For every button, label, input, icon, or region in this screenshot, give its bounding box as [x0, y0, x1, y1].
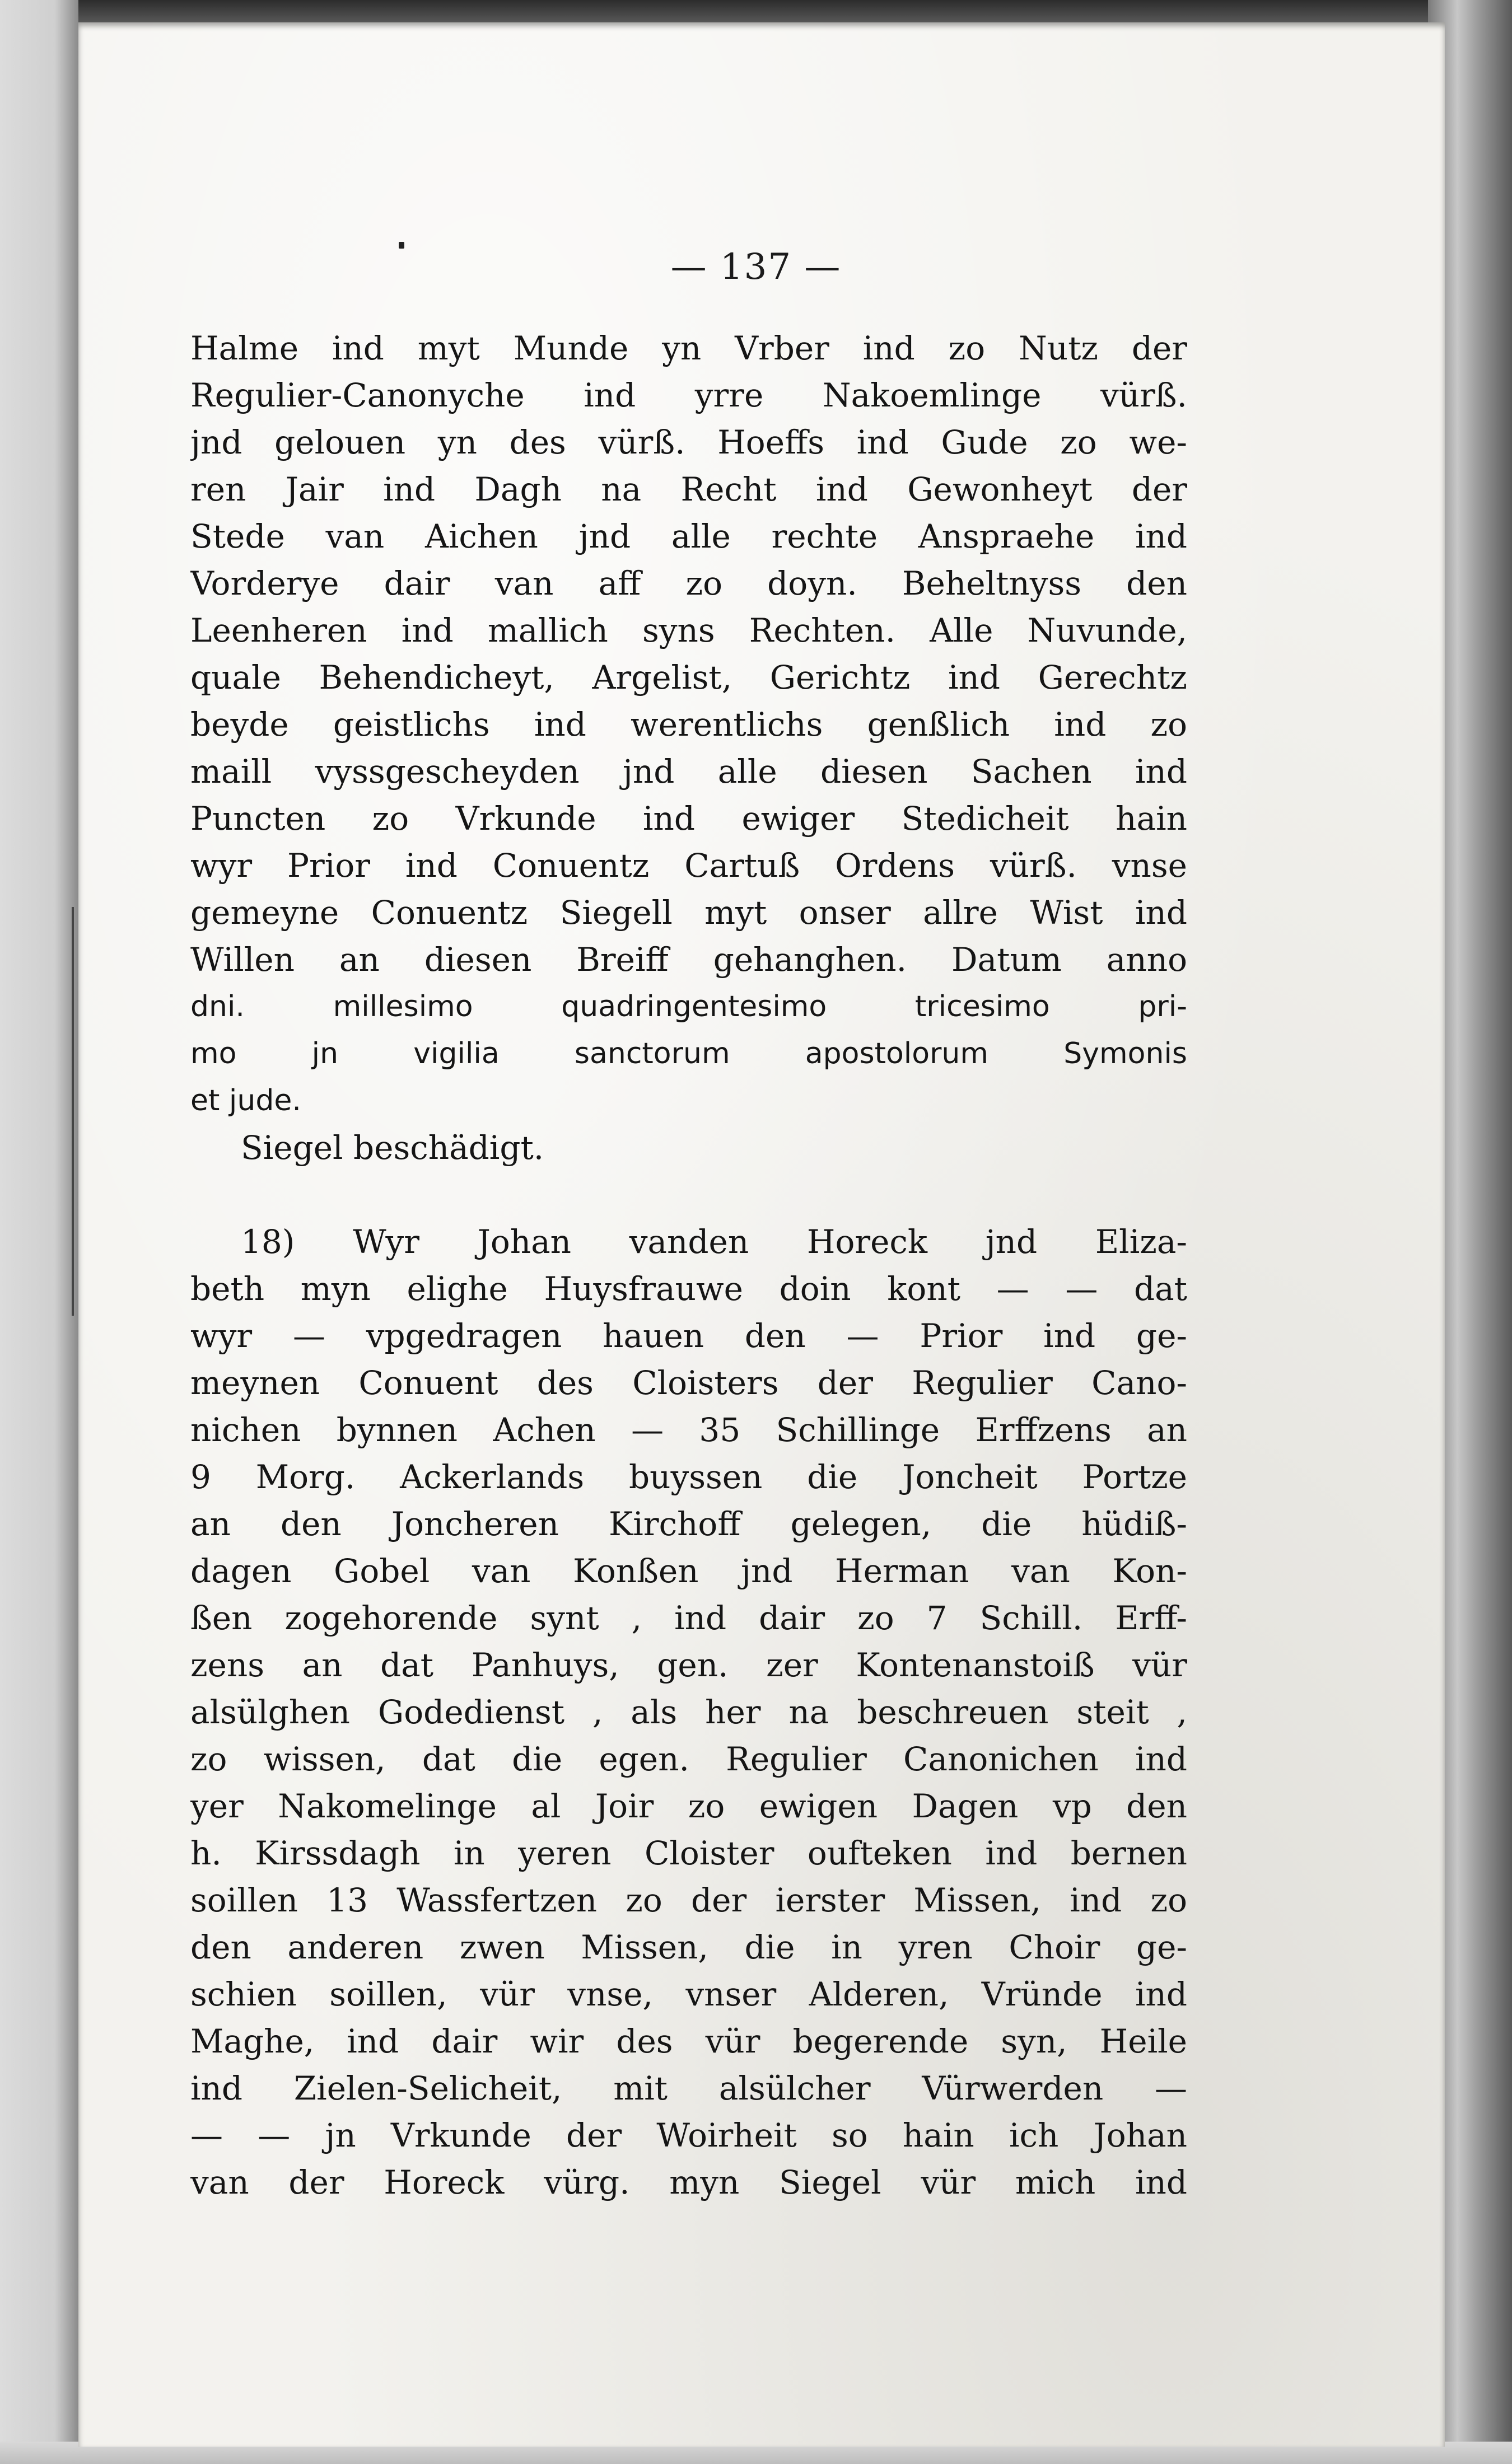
text-line: Stede van Aichen jnd alle rechte Anspraehe ind [190, 517, 1187, 555]
text-line: beth myn elighe Huysfrauwe doin kont — — dat [190, 1270, 1187, 1308]
text-line: et jude. [190, 1084, 301, 1118]
text-line: Willen an diesen Breiff gehanghen. Datum anno [190, 941, 1187, 979]
text-line: an den Joncheren Kirchoff gelegen, die hüdiß- [190, 1505, 1187, 1543]
text-line: 9 Morg. Ackerlands buyssen die Joncheit Portze [190, 1458, 1187, 1496]
page-number: — 137 — [670, 246, 842, 288]
text-line: 18) Wyr Johan vanden Horeck jnd Eliza- [241, 1223, 1187, 1261]
page-text [190, 325, 1187, 2206]
text-line: beyde geistlichs ind werentlichs genßlich ind zo [190, 705, 1187, 744]
text-line: van der Horeck vürg. myn Siegel vür mich ind [190, 2163, 1187, 2201]
text-line: quale Behendicheyt, Argelist, Gerichtz ind Gerechtz [190, 658, 1187, 696]
text-line: gemeyne Conuentz Siegell myt onser allre Wist ind [190, 894, 1187, 932]
text-line: meynen Conuent des Cloisters der Regulier Cano- [190, 1364, 1187, 1402]
binding-mark [72, 907, 74, 1198]
text-line: h. Kirssdagh in yeren Cloister oufteken ind bernen [190, 1834, 1187, 1872]
binding-mark [72, 1198, 74, 1316]
text-line: ind Zielen-Selicheit, mit alsülcher Vürwerden — [190, 2069, 1187, 2107]
text-line: schien soillen, vür vnse, vnser Alderen, Vründe ind [190, 1975, 1187, 2013]
text-line: wyr Prior ind Conuentz Cartuß Ordens vürß. vnse [190, 847, 1187, 885]
text-line: wyr — vpgedragen hauen den — Prior ind ge- [190, 1317, 1187, 1355]
text-line: soillen 13 Wassfertzen zo der ierster Missen, ind zo [190, 1881, 1187, 1919]
text-line: jnd gelouen yn des vürß. Hoeffs ind Gude zo we- [190, 423, 1187, 461]
text-line: — — jn Vrkunde der Woirheit so hain ich Johan [190, 2116, 1187, 2154]
text-line: maill vyssgescheyden jnd alle diesen Sachen ind [190, 752, 1187, 791]
text-line: Vorderye dair van aff zo doyn. Beheltnyss den [190, 564, 1187, 602]
text-line: Maghe, ind dair wir des vür begerende syn, Heile [190, 2022, 1187, 2060]
text-line: zens an dat Panhuys, gen. zer Kontenanstoiß vür [190, 1646, 1187, 1684]
text-line: Halme ind myt Munde yn Vrber ind zo Nutz der [190, 329, 1187, 367]
text-line: yer Nakomelinge al Joir zo ewigen Dagen vp den [190, 1787, 1187, 1825]
text-line: ßen zogehorende synt , ind dair zo 7 Schill. Erff- [190, 1599, 1187, 1637]
text-line: Puncten zo Vrkunde ind ewiger Stedicheit hain [190, 799, 1187, 838]
text-line: den anderen zwen Missen, die in yren Choir ge- [190, 1928, 1187, 1966]
paragraph-gap [190, 1171, 1187, 1218]
text-line: dagen Gobel van Konßen jnd Herman van Kon- [190, 1552, 1187, 1590]
text-line: nichen bynnen Achen — 35 Schillinge Erffzens an [190, 1411, 1187, 1449]
text-line: ren Jair ind Dagh na Recht ind Gewonheyt der [190, 470, 1187, 508]
text-line: Leenheren ind mallich syns Rechten. Alle Nuvunde, [190, 611, 1187, 649]
seal-note: Siegel beschädigt. [241, 1129, 544, 1167]
text-line: dni. millesimo quadringentesimo tricesimo pri- [190, 990, 1187, 1023]
text-line: zo wissen, dat die egen. Regulier Canonichen ind [190, 1740, 1187, 1778]
scan-edge-left [0, 0, 78, 2464]
text-line: Regulier-Canonyche ind yrre Nakoemlinge vürß. [190, 376, 1187, 414]
text-line: mo jn vigilia sanctorum apostolorum Symonis [190, 1037, 1187, 1070]
text-line: alsülghen Godedienst , als her na beschreuen steit , [190, 1693, 1187, 1731]
